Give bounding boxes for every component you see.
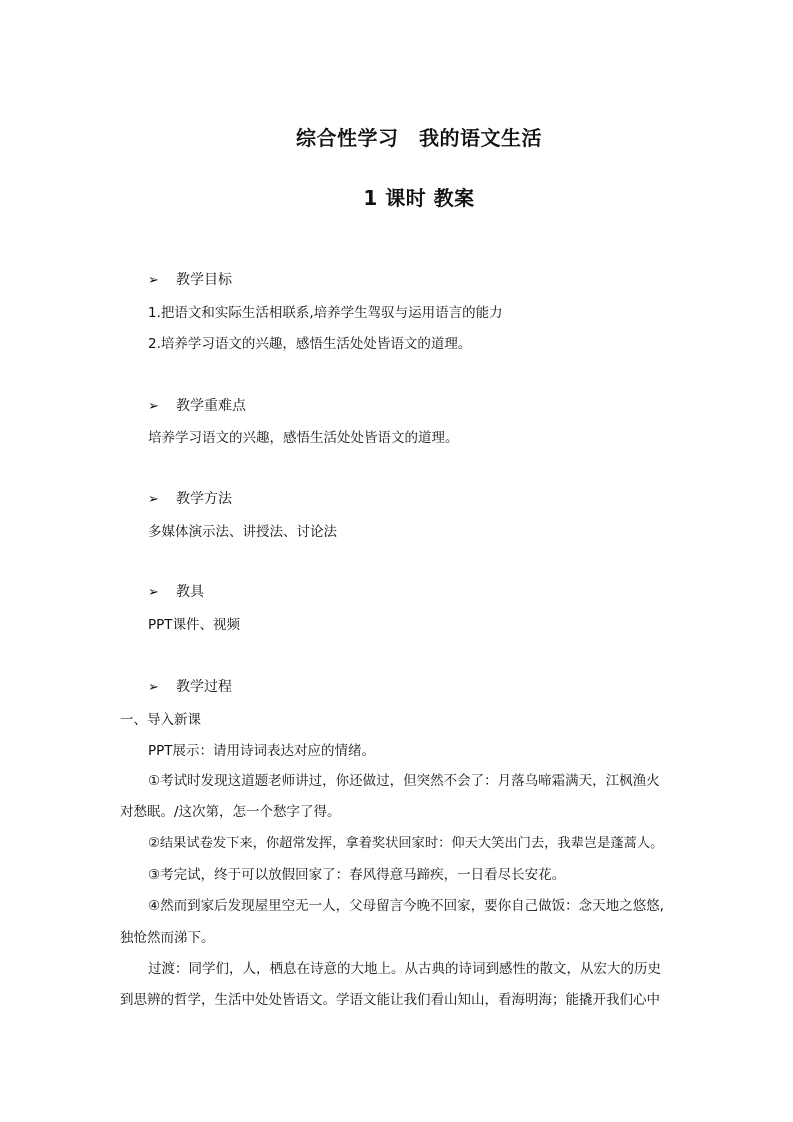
process-line-4: ②结果试卷发下来，你超常发挥，拿着奖状回家时：仰天大笑出门去，我辈岂是蓬蒿人。 [148, 836, 664, 851]
section-heading-label: 教学目标 [176, 272, 232, 288]
arrow-bullet-icon: ➢ [148, 680, 159, 695]
process-line-7: 独怆然而涕下。 [120, 930, 215, 946]
section-heading-label: 教具 [176, 584, 204, 600]
section-heading-goals [148, 269, 232, 289]
section-heading-methods [148, 488, 232, 508]
keypoints-line-1: 培养学习语文的兴趣，感悟生活处处皆语文的道理。 [148, 430, 459, 446]
process-line-6: ④然而到家后发现屋里空无一人，父母留言今晚不回家，要你自己做饭：念天地之悠悠, [148, 898, 664, 914]
section-heading-tools [148, 581, 204, 601]
process-line-3: 对愁眠。/这次第，怎一个愁字了得。 [120, 804, 341, 820]
document-subtitle: 1 课时 教案 [363, 186, 475, 210]
process-part-heading: 一、导入新课 [120, 712, 201, 728]
methods-line-1: 多媒体演示法、讲授法、讨论法 [148, 524, 337, 540]
arrow-bullet-icon: ➢ [148, 273, 159, 288]
goal-line-1: 1.把语文和实际生活相联系,培养学生驾驭与运用语言的能力 [148, 305, 503, 321]
process-line-8: 过渡：同学们，人，栖息在诗意的大地上。从古典的诗词到感性的散文，从宏大的历史 [148, 961, 661, 977]
goal-line-2: 2.培养学习语文的兴趣，感悟生活处处皆语文的道理。 [148, 336, 472, 352]
arrow-bullet-icon: ➢ [148, 492, 159, 507]
arrow-bullet-icon: ➢ [148, 585, 159, 600]
document-title: 综合性学习 我的语文生活 [296, 126, 542, 150]
process-line-9: 到思辨的哲学，生活中处处皆语文。学语文能让我们看山知山，看海明海；能撬开我们心中 [120, 992, 660, 1008]
process-line-2: ①考试时发现这道题老师讲过，你还做过，但突然不会了：月落乌啼霜满天，江枫渔火 [148, 773, 660, 789]
section-heading-label: 教学过程 [176, 679, 232, 695]
section-heading-keypoints [148, 395, 246, 415]
section-heading-label: 教学方法 [176, 491, 232, 507]
process-line-5: ③考完试，终于可以放假回家了：春风得意马蹄疾，一日看尽长安花。 [148, 867, 566, 883]
process-line-1: PPT展示：请用诗词表达对应的情绪。 [148, 743, 376, 759]
arrow-bullet-icon: ➢ [148, 399, 159, 414]
section-heading-label: 教学重难点 [176, 398, 246, 414]
section-heading-process [148, 676, 232, 696]
tools-line-1: PPT课件、视频 [148, 617, 241, 633]
